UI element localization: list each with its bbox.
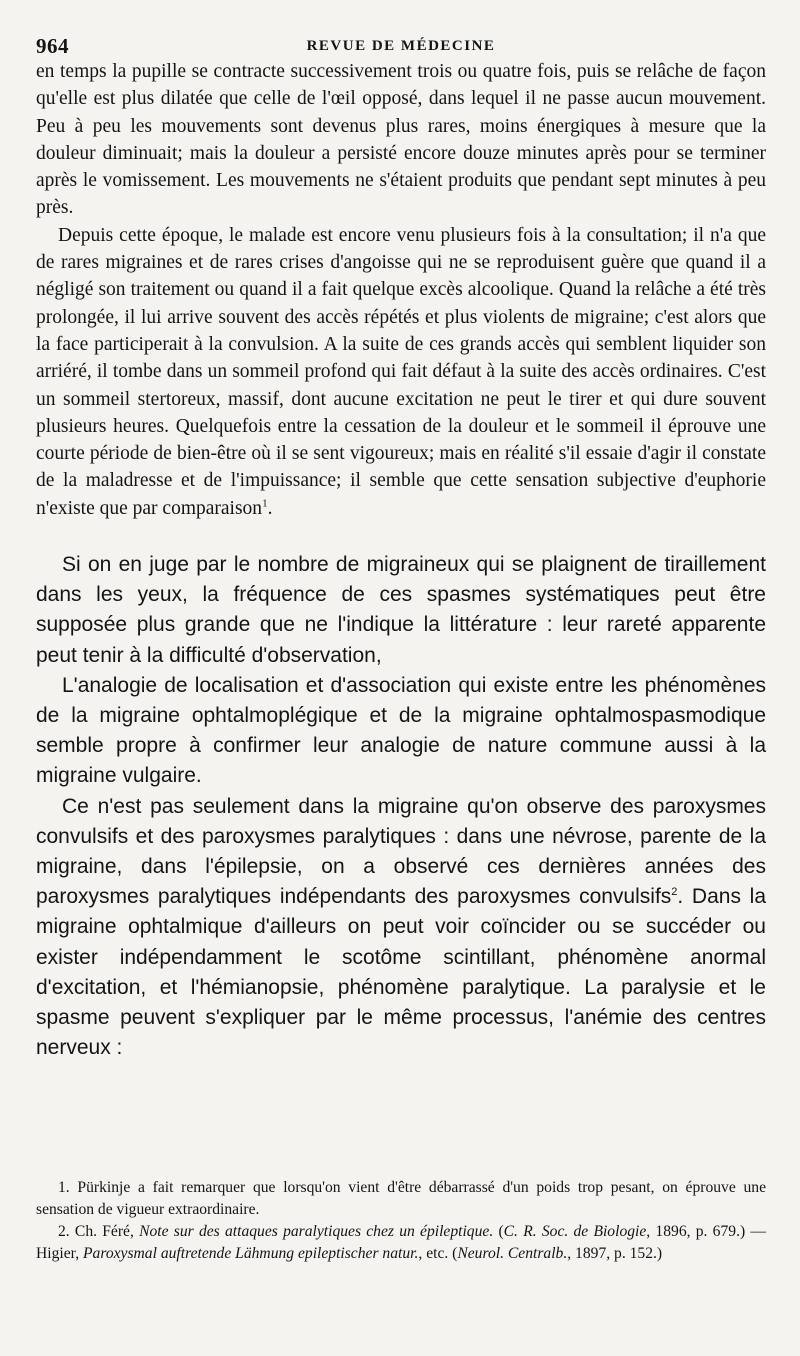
paragraph-3: Si on en juge par le nombre de migraineux qui se plaignent de tiraillement dans les yeux, la fréquence de ces spasmes systématiques peut être supposée plus grande que ne l'indique la littérature : leur rareté apparente peut tenir à la difficulté d'observation, bbox=[36, 553, 766, 667]
fn2-ref-2: , 1897, p. 152.) bbox=[567, 1245, 663, 1262]
paragraph-5-text-b: . Dans la migraine ophtalmique d'ailleurs on peut voir coïncider ou se succéder ou exister indépendamment le scotôme scintillant, phénomène anormal d'excitation, et l'hémianopsie, phénomène paralytique. La paralysie et le spasme peuvent s'expliquer par le même processus, l'anémie des centres nerveux : bbox=[36, 885, 766, 1060]
fn2-ref-1: , 1896, p. 679.) — Higier, bbox=[36, 1223, 766, 1262]
footnotes bbox=[36, 1177, 766, 1265]
fn2-journal-1: C. R. Soc. de Biologie bbox=[503, 1223, 647, 1240]
paragraph-4: L'analogie de localisation et d'association qui existe entre les phénomènes de la migraine ophtalmoplégique et de la migraine ophtalmospasmodique semble propre à confirmer leur analogie de nature commune aussi à la migraine vulgaire. bbox=[36, 673, 766, 788]
footnote-1: 1. Pürkinje a fait remarquer que lorsqu'on vient d'être débarrassé d'un poids trop pesant, on éprouve une sensation de vigueur extraordinaire. bbox=[36, 1179, 766, 1218]
case-report-text bbox=[36, 58, 766, 522]
paragraph-2-end: . bbox=[267, 497, 273, 519]
footnote-2 bbox=[36, 1221, 766, 1265]
footnote-ref-1: 1 bbox=[262, 497, 268, 510]
document-page bbox=[36, 30, 766, 1064]
fn2-journal-2: Neurol. Centralb. bbox=[457, 1245, 568, 1262]
journal-title: REVUE DE MÉDECINE bbox=[306, 38, 496, 54]
page-number: 964 bbox=[36, 34, 69, 58]
footnote-ref-2: 2 bbox=[671, 886, 678, 899]
paragraph-1: en temps la pupille se contracte successivement trois ou quatre fois, puis se relâche de façon qu'elle est plus dilatée que celle de l'œil opposé, dans lequel il ne passe aucun mouvement. Peu à peu les mouvements sont devenus plus rares, moins énergiques à mesure que la douleur diminuait; mais la douleur a persisté encore douze minutes après pour se terminer après le vomissement. Les mouvements ne s'étaient produits que pendant sept minutes à peu près. bbox=[36, 61, 766, 219]
paragraph-5 bbox=[36, 792, 766, 1064]
fn2-author: 2. Ch. Féré, bbox=[58, 1223, 140, 1240]
paragraph-5-text-a: Ce n'est pas seulement dans la migraine qu'on observe des paroxysmes convulsifs et des paroxysmes paralytiques : dans une névrose, parente de la migraine, dans l'épilepsie, on a observé ces dernières années des paroxysmes paralytiques indépendants des paroxysmes convulsifs bbox=[36, 794, 766, 909]
paragraph-2 bbox=[36, 222, 766, 522]
fn2-title-2: Paroxysmal auftretende Lähmung epileptischer natur. bbox=[83, 1245, 419, 1262]
fn2-sep-1: ( bbox=[493, 1223, 504, 1240]
fn2-sep-2: , etc. ( bbox=[418, 1245, 458, 1262]
running-header bbox=[36, 30, 766, 58]
main-text bbox=[36, 550, 766, 1063]
paragraph-2-text: Depuis cette époque, le malade est encore venu plusieurs fois à la consultation; il n'a que de rares migraines et de rares crises d'angoisse qui ne se reproduisent guère que quand il a négligé son traitement ou quand il a fait quelque excès alcoolique. Quand la relâche a été très prolongée, il lui arrive souvent des accès répétés et plus violents de migraine; c'est alors que la face participerait à la convulsion. A la suite de ces grands accès qui semblent liquider son arriéré, il tombe dans un sommeil profond qui fait défaut à la suite des accès ordinaires. C'est un sommeil stertoreux, massif, dont aucune excitation ne peut le tirer et qui dure souvent plusieurs heures. Quelquefois entre la cessation de la douleur et le sommeil il éprouve une courte période de bien-être où il se sent vigoureux; mais en réalité s'il essaie d'agir il constate de la maladresse et de l'impuissance; il semble que cette sensation subjective d'euphorie n'existe que par comparaison bbox=[36, 224, 766, 519]
fn2-title-1: Note sur des attaques paralytiques chez un épileptique. bbox=[139, 1223, 494, 1240]
